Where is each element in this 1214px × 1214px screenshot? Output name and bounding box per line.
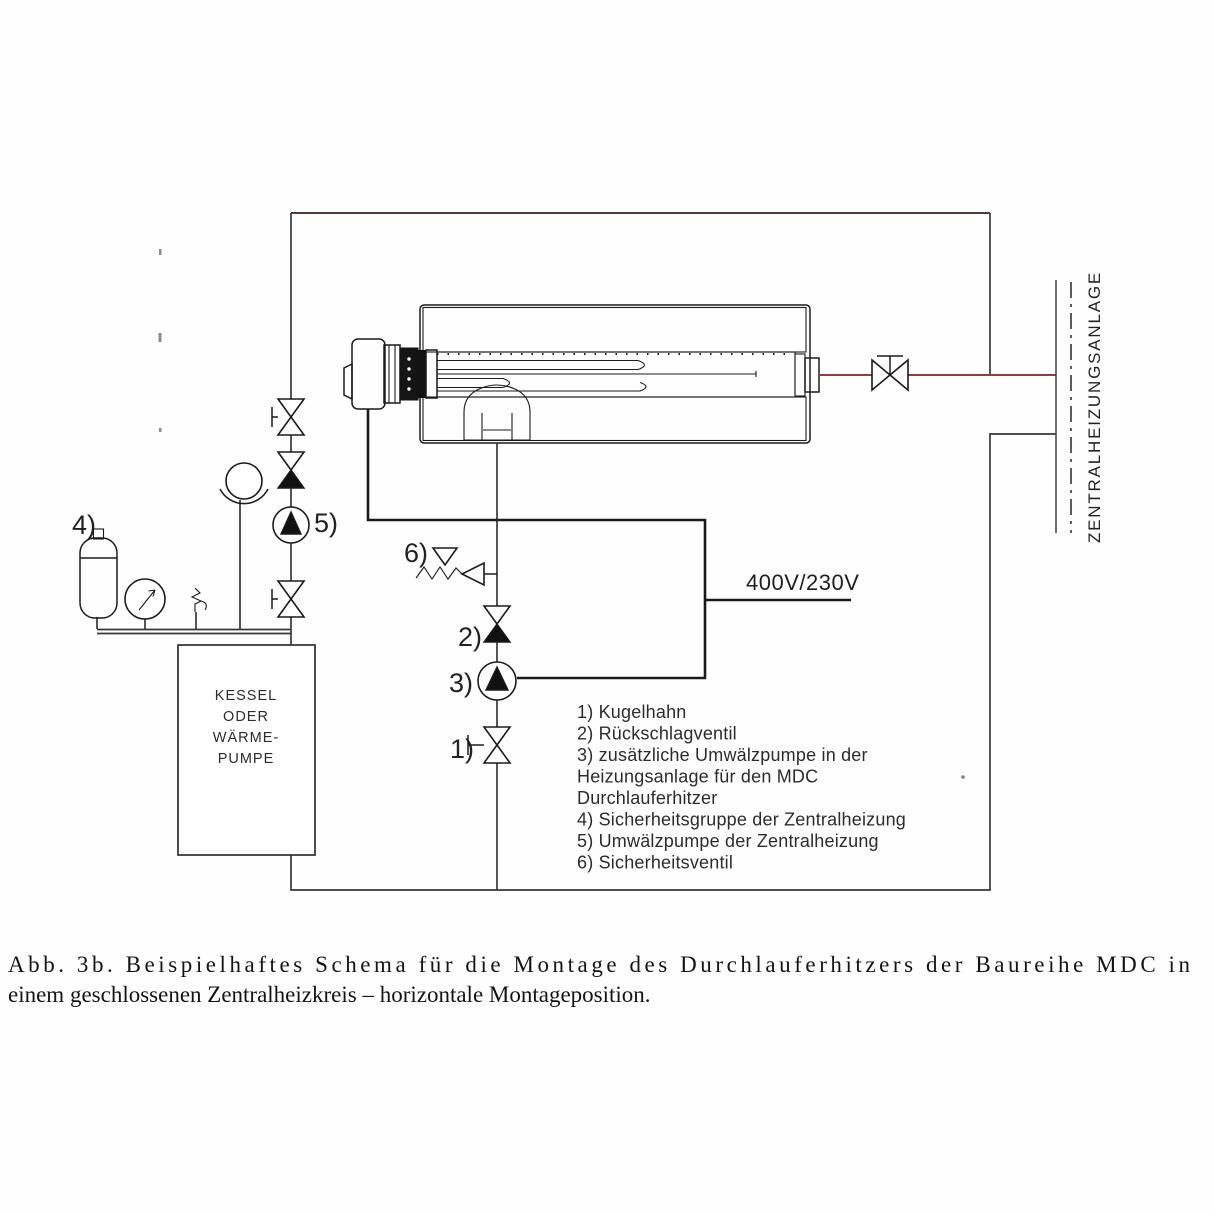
legend-line: 3) zusätzliche Umwälzpumpe in der xyxy=(577,745,868,765)
kessel-line-2: ODER xyxy=(223,709,269,725)
label-6: 6) xyxy=(404,538,429,568)
legend-line: 1) Kugelhahn xyxy=(577,702,687,722)
heater-outlet-fitting xyxy=(795,354,819,396)
gate-valve-lower-left xyxy=(272,581,304,617)
label-1: 1) xyxy=(450,734,475,764)
ball-valve-1 xyxy=(468,727,510,763)
label-5: 5) xyxy=(314,508,339,538)
vent-valve-symbol xyxy=(192,588,206,612)
safety-relief-valve xyxy=(416,548,497,585)
electric-wiring xyxy=(368,409,851,678)
heater-outlet-port xyxy=(464,385,530,440)
check-valve-2 xyxy=(484,606,510,642)
expansion-vessel xyxy=(80,529,117,618)
pressure-gauge xyxy=(125,579,165,619)
label-2: 2) xyxy=(458,622,483,652)
legend-line: 4) Sicherheitsgruppe der Zentralheizung xyxy=(577,809,906,830)
legend-line: 6) Sicherheitsventil xyxy=(577,852,734,873)
heater-insulation-bottom xyxy=(423,397,806,441)
kessel-box xyxy=(178,645,315,855)
legend-line: Heizungsanlage für den MDC xyxy=(577,766,819,787)
pump-3-additional xyxy=(478,662,516,700)
figure-caption xyxy=(8,952,1190,1007)
voltage-label: 400V/230V xyxy=(746,570,860,595)
label-3: 3) xyxy=(449,668,474,698)
legend-line: Durchlauferhitzer xyxy=(577,788,718,808)
heater-collar xyxy=(400,348,418,400)
gate-valve-upper-left xyxy=(272,399,304,435)
check-valve-left xyxy=(278,452,304,488)
label-4: 4) xyxy=(72,510,97,540)
flow-heater-cross-section xyxy=(344,305,819,443)
zentralheizung-label: ZENTRALHEIZUNGSANLAGE xyxy=(1085,270,1104,544)
air-vent-symbol xyxy=(220,463,268,504)
pump-5-circulation xyxy=(273,507,309,543)
kessel-line-3: WÄRME- xyxy=(212,730,280,746)
heater-flange-plate xyxy=(418,350,426,398)
legend-line: 5) Umwälzpumpe der Zentralheizung xyxy=(577,831,879,851)
heater-insulation-top xyxy=(423,308,806,353)
caption-line-1: Abb. 3b. Beispielhaftes Schema für die Montage des Durchlauferhitzers der Baureihe MDC in xyxy=(8,952,1190,977)
zentralheizung-boundary xyxy=(1056,271,1104,543)
legend-line: 2) Rückschlagventil xyxy=(577,723,737,744)
shutoff-valve-hot-line xyxy=(872,356,908,390)
manifold-stems xyxy=(97,500,240,629)
kessel-line-4: PUMPE xyxy=(217,751,275,767)
safety-group-manifold xyxy=(97,630,291,634)
caption-line-2: einem geschlossenen Zentralheizkreis – horizontale Montageposition. xyxy=(8,982,651,1007)
legend xyxy=(577,702,906,873)
kessel-line-1: KESSEL xyxy=(214,688,278,704)
